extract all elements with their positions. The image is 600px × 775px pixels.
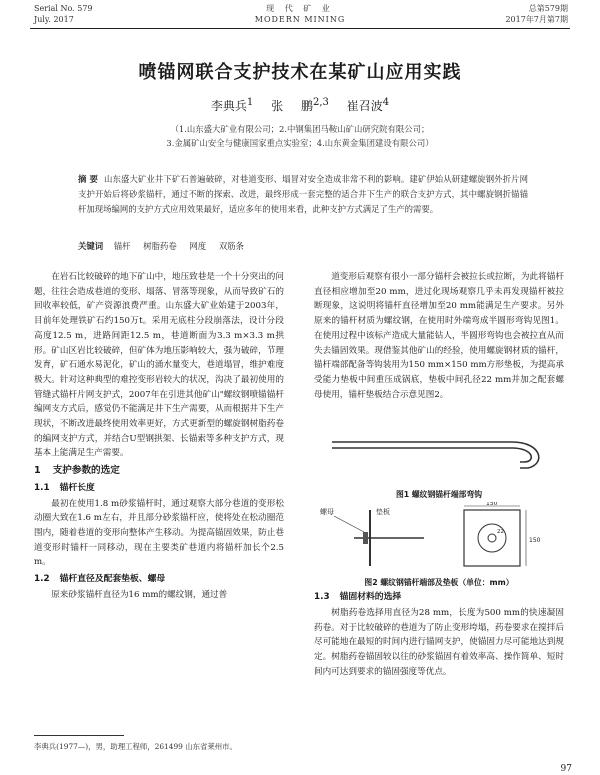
bolt-material-paragraph: 道变形后观察有很小一部分锚杆会被拉长或拉断，为此将锚杆直径相应增加至20 mm，进过化现场观察几乎未再发现锚杆被拉断现象，这说明将锚杆直径增加至20 mm能满足生产要求。另外原来的锚杆材质为螺纹钢，在使用时外端弯成半圆形弯钩见图1。在使用过程中该标产造成大量能钻人，半圆形弯钩也会被拉直从而失去锚固效果。现借鉴其他矿山的经验，使用螺旋钢材质的锚杆，锚杆端部配备等钩装用为150 mm×150 mm方形垫板，为提高承受能力垫板中间重压成锅底，垫板中间孔径22 mm并加之配套螺母使用，锚杆垫板结合示意见图2。 [314,272,564,400]
journal-name-en: MODERN MINING [254,15,346,24]
bolt-hook-curve [512,442,539,468]
keyword-item: 树脂药卷 [143,241,177,251]
plate-front-view [464,510,520,566]
left-column [34,270,284,602]
plate-label: 垫板 [376,508,390,517]
figure-1 [314,408,564,498]
dimension-height-label: 150 [529,537,541,545]
footnote-rule [34,735,124,736]
author-footnote: 李典兵(1977—)，男，助理工程师，261499 山东省莱州市。 [34,742,237,751]
nut-shape [363,532,368,544]
abstract-text: 山东盛大矿业井下矿石普遍破碎，对巷道变形、塌冒对安全造成非常不利的影响。建矿伊始从研建螺旋钢外折片网支护开始后将砂浆锚杆，通过不断的探索、改进，最终形成一套完整的适合井下生产的联合支护方式，其中螺旋钢折锚锚杆加现场编网的支护方式应用效果最好，适应多年的使用来看，此种支护方式满足了生产的需要。 [78,174,529,214]
abstract [78,172,528,217]
bolt-hook-curve [512,448,531,462]
intro-paragraph: 在岩石比较破碎的地下矿山中，地压致巷是一个十分突出的问题，往往会造成巷道的变形、塌落、冒落等现象，从而导致矿石的回收率较低，矿产资源浪费严重。山东盛大矿业始建于2003年，目前年处理铁矿石约150万t。采用无底柱分段崩落法，设计分段高度12.5 m，进路间距12.5 m，巷道断面为3.3 m×3.3 m拱形。矿山区岩比较破碎，但矿体为地压影响较大，强为破碎，节理发育，矿石通水易泥化，矿山的涌水量变大，巷道塌冒，维护难度极大。针对这种典型的难控变形岩较大的状况，沟决了最初使用的管缝式锚杆片网支护式，2007年在引进其他矿山"螺纹钢喷锚锚杆编网支方式后，感觉仍不能满足井下生产需要，从而根据井下生产现状，不断改进最终使用效率更好，方式更新型的螺旋钢树脂药卷的编网支护方式，并结合U型钢拱架、长锚索等多种支护方式，现基本上能满足生产需要。 [34,272,284,459]
affiliation-line-2: 3.金属矿山安全与健康国家重点实验室；4.山东黄金集团建设有限公司） [166,138,434,148]
hole-diameter-label: 22 [497,529,504,536]
subsection-heading-1-3: 1.3 锚固材料的选择 [314,592,402,603]
right-column [314,270,564,680]
keyword-item: 锚杆 [113,241,131,251]
paper-title: 喷锚网联合支护技术在某矿山应用实践 [138,62,462,83]
issue-date-cn: 2017年7月第7期 [505,15,568,24]
figure-2-caption: 图2 螺纹钢锚杆端部及垫板（单位：mm） [364,578,514,588]
plate-hole [488,534,496,542]
abstract-label: 摘 要 [78,174,98,184]
keywords [78,240,254,252]
affiliation-line-1: （1.山东盛大矿业有限公司；2.中钢集团马鞍山矿山研究院有限公司； [170,124,430,134]
keyword-item: 双筋条 [218,241,244,251]
bolt-length-paragraph: 最初在使用1.8 m砂浆锚杆时，通过观察大部分巷道的变形松动圈大致在1.6 m左右，并且部分砂浆锚杆应，使将处在松动圈范围内，随着巷道的变形向整体产生移动。为提高锚固效果，防止巷道变形时锚杆一同移动，现在主要类矿巷道内将锚杆加长个2.5 m。 [34,498,284,568]
page-number: 97 [560,764,572,774]
figure-1-caption: 图1 螺纹钢锚杆端部弯钩 [395,490,483,500]
subsection-heading-1-1: 1.1 锚杆长度 [34,482,95,493]
bolt-diameter-paragraph: 原来砂浆锚杆直径为16 mm的螺纹钢，通过普 [51,589,228,600]
anchoring-material-paragraph: 树脂药卷选择用直径为28 mm，长度为500 mm的快速凝固药卷。对于比较破碎的巷道为了防止变形垮塌，药卷要求在搅拌后尽可能地在最短的时间内进行锚网支护，使锚固力尽可能地达到规定。树脂药卷锚固较以往的砂浆锚固有着效率高、操作简单、短时间内可达到要求的锚固强度等优点。 [314,608,564,677]
author-3: 崔召波$^4$ [346,97,390,113]
author-2: 张 鹏$^{2,3}$ [271,97,329,113]
issue-date-en: July. 2017 [34,15,74,24]
bolt-plate-drawing [314,502,564,570]
keyword-item: 网度 [189,241,207,251]
header-rule [30,28,570,29]
dimension-width-label: 150 [486,502,498,508]
section-heading-1: 1 支护参数的选定 [34,465,120,477]
issue-number-cn: 总第579期 [528,4,568,13]
serial-number: Serial No. 579 [34,4,93,13]
figure-2 [314,502,564,586]
keywords-label: 关键词 [78,241,104,251]
hook-bolt-drawing [314,408,564,482]
journal-name-cn: 现 代 矿 业 [266,4,334,13]
leader-line [334,516,364,532]
running-header-right [505,3,568,25]
author-list [0,97,600,114]
subsection-heading-1-2: 1.2 锚杆直径及配套垫板、螺母 [34,574,166,585]
nut-label: 螺母 [320,508,334,517]
author-1: 李典兵$^1$ [210,97,254,113]
